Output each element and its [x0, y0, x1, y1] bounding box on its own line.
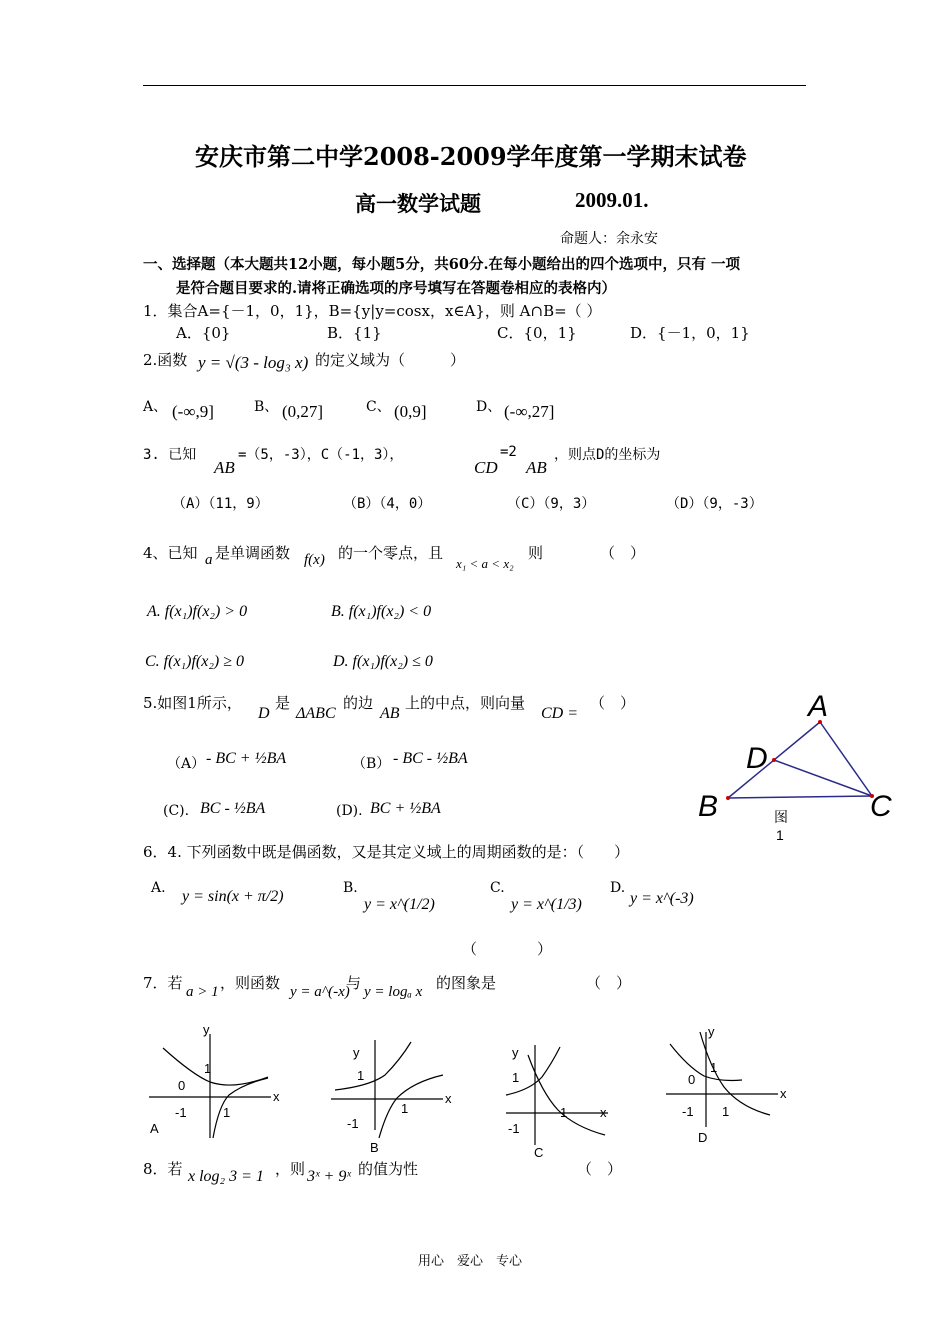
q2-suffix: 的定义域为（ ） — [315, 351, 466, 369]
graph-d-label: D — [698, 1130, 708, 1145]
q5-option-d: BC + ½BA — [370, 800, 441, 817]
figure-caption-1: 图 — [774, 809, 788, 825]
svg-text:1: 1 — [560, 1105, 568, 1120]
q4-option-c: C. f(x₁)f(x₂) ≥ 0 — [145, 653, 244, 670]
q5-option-a: - BC + ½BA — [206, 750, 287, 767]
q3-option-b: （B）（4，0） — [343, 496, 432, 512]
q6-option-d: y = x^(-3) — [630, 890, 694, 907]
figure-caption-2: 1 — [776, 827, 784, 843]
q7-suffix: 的图象是 — [436, 974, 497, 992]
q6-extra-paren: （ ） — [462, 940, 553, 958]
q1-option-d: D．{－1，0，1} — [630, 324, 750, 342]
q4-option-a: A. f(x₁)f(x₂) > 0 — [147, 603, 248, 620]
q2-option-b: (0,27] — [282, 402, 324, 421]
q4-a: a — [205, 552, 213, 568]
header-rule — [143, 85, 806, 86]
vertex-c-label: C — [870, 790, 892, 823]
q8-expression: 3ˣ + 9ˣ — [307, 1168, 351, 1185]
section-heading-line1: 一、选择题（本大题共12小题，每小题5分，共60分.在每小题给出的四个选项中，只有 一项 — [143, 256, 741, 273]
q2-letter-a: A、 — [143, 399, 168, 415]
svg-text:0: 0 — [178, 1078, 186, 1093]
q4-mid2: 的一个零点，且 — [338, 544, 444, 562]
q5-option-c: BC - ½BA — [200, 800, 266, 817]
q4-paren: （ ） — [600, 544, 646, 562]
q4-fx: f(x) — [304, 552, 325, 568]
q4-condition: x₁ < a < x₂ — [456, 556, 514, 571]
exam-subtitle: 高一数学试题 — [355, 191, 481, 216]
q6-option-b: y = x^(1/2) — [364, 896, 435, 913]
q7-mid1: ，则函数 — [220, 974, 281, 992]
q5-cd: CD = — [541, 705, 579, 722]
q7-prefix: 7．若 — [143, 974, 183, 992]
q7-f1: y = a^(-x) — [290, 984, 350, 1000]
svg-text:y: y — [512, 1045, 519, 1060]
q1-option-a: A．{0} — [176, 324, 231, 342]
q6-letter-a: A. — [151, 880, 166, 896]
q5-mid1: 是 — [275, 694, 291, 712]
svg-text:-1: -1 — [175, 1105, 187, 1120]
svg-text:1: 1 — [357, 1068, 365, 1083]
q6-letter-b: B. — [343, 880, 358, 896]
q3-option-c: （C）（9，3） — [507, 496, 596, 512]
q5-d: D — [258, 705, 270, 722]
vertex-d-label: D — [746, 742, 768, 775]
svg-text:y: y — [203, 1022, 210, 1037]
q7-graph-a — [143, 1020, 288, 1145]
svg-text:x: x — [273, 1089, 280, 1104]
q2-letter-b: B、 — [254, 399, 279, 415]
q8-prefix: 8．若 — [143, 1160, 183, 1178]
q7-mid2: 与 — [346, 974, 362, 992]
q6-option-c: y = x^(1/3) — [511, 896, 582, 913]
q6-letter-d: D. — [610, 880, 626, 896]
q5-label-c: (C). — [163, 803, 190, 819]
q2-prefix: 2.函数 — [143, 351, 188, 369]
svg-text:0: 0 — [688, 1072, 696, 1087]
q7-graph-c — [500, 1035, 630, 1165]
q2-letter-d: D、 — [476, 399, 502, 415]
q6-option-a: y = sin(x + π/2) — [182, 888, 284, 905]
exam-date: 2009.01. — [575, 188, 649, 212]
triangle-figure — [690, 688, 910, 848]
q3-eq1: =（5，-3），C（-1，3）， — [238, 447, 404, 463]
vertex-a-label: A — [808, 690, 829, 723]
exam-author: 命题人：余永安 — [560, 231, 658, 247]
q5-ab: AB — [380, 705, 400, 722]
svg-text:-1: -1 — [347, 1116, 359, 1131]
q2-letter-c: C、 — [366, 399, 391, 415]
svg-text:x: x — [445, 1091, 452, 1106]
q5-mid2: 的边 — [343, 694, 374, 712]
q8-condition: x log₂ 3 = 1 — [188, 1168, 264, 1185]
q3-vector-ab: AB — [214, 458, 235, 477]
q4-suffix: 则 — [528, 544, 544, 562]
q5-prefix: 5.如图1所示， — [143, 694, 242, 712]
q8-mid: ，则 — [275, 1160, 306, 1178]
q5-label-b: （B） — [352, 756, 391, 772]
graph-a-label: A — [150, 1121, 159, 1136]
q5-paren: （ ） — [590, 694, 636, 712]
svg-text:y: y — [353, 1045, 360, 1060]
page-footer: 用心 爱心 专心 — [418, 1254, 523, 1269]
q4-mid1: 是单调函数 — [215, 544, 291, 562]
q6-stem: 6．4. 下列函数中既是偶函数，又是其定义域上的周期函数的是：（ ） — [143, 843, 630, 861]
q5-label-d: (D). — [336, 803, 363, 819]
q2-formula: y = √(3 - log₃ x) — [198, 353, 309, 372]
q3-vector-ab2: AB — [526, 458, 547, 477]
section-heading-line2: 是符合题目要求的.请将正确选项的序号填写在答题卷相应的表格内） — [176, 280, 617, 297]
q7-graph-b — [325, 1030, 460, 1160]
q5-label-a: （A） — [167, 756, 206, 772]
q7-paren: （ ） — [586, 974, 632, 992]
q7-f2: y = logₐ x — [364, 984, 423, 1000]
q1-option-b: B．{1} — [327, 324, 382, 342]
q8-paren: （ ） — [577, 1160, 623, 1178]
vertex-b-label: B — [698, 790, 719, 823]
q3-option-a: （A）（11，9） — [172, 496, 269, 512]
q2-option-a: (-∞,9] — [172, 402, 214, 421]
q7-graph-d — [660, 1022, 795, 1147]
q2-option-c: (0,9] — [394, 402, 427, 421]
q3-suffix: ，则点D的坐标为 — [554, 447, 661, 463]
svg-text:1: 1 — [722, 1104, 730, 1119]
q3-prefix: 3. 已知 — [143, 447, 197, 463]
svg-text:-1: -1 — [508, 1121, 520, 1136]
q3-eq2: =2 — [500, 444, 517, 460]
svg-text:y: y — [708, 1024, 715, 1039]
graph-b-label: B — [370, 1140, 379, 1155]
q5-option-b: - BC - ½BA — [393, 750, 468, 767]
svg-text:1: 1 — [710, 1060, 718, 1075]
q5-triangle: ΔABC — [296, 705, 336, 722]
q4-prefix: 4、已知 — [143, 544, 198, 562]
svg-text:x: x — [780, 1086, 787, 1101]
q1-option-c: C．{0，1} — [497, 324, 577, 342]
q4-option-b: B. f(x₁)f(x₂) < 0 — [331, 603, 432, 620]
q7-condition: a > 1 — [186, 984, 219, 1000]
graph-c-label: C — [534, 1145, 544, 1160]
svg-text:1: 1 — [223, 1105, 231, 1120]
q4-option-d: D. f(x₁)f(x₂) ≤ 0 — [333, 653, 433, 670]
svg-text:-1: -1 — [682, 1104, 694, 1119]
q1-stem: 1．集合A={－1，0，1}，B={y|y=cosx，x∈A}，则 A∩B=（ ） — [143, 302, 602, 320]
svg-text:1: 1 — [204, 1061, 212, 1076]
q3-option-d: （D）（9，-3） — [666, 496, 763, 512]
q3-vector-cd: CD — [474, 458, 498, 477]
svg-text:x: x — [600, 1105, 607, 1120]
q2-option-d: (-∞,27] — [504, 402, 555, 421]
svg-text:1: 1 — [401, 1101, 409, 1116]
exam-title: 安庆市第二中学2008-2009学年度第一学期末试卷 — [195, 142, 747, 171]
q5-mid3: 上的中点，则向量 — [405, 694, 526, 712]
q8-suffix: 的值为性 — [358, 1160, 419, 1178]
q6-letter-c: C. — [490, 880, 505, 896]
svg-text:1: 1 — [512, 1070, 520, 1085]
